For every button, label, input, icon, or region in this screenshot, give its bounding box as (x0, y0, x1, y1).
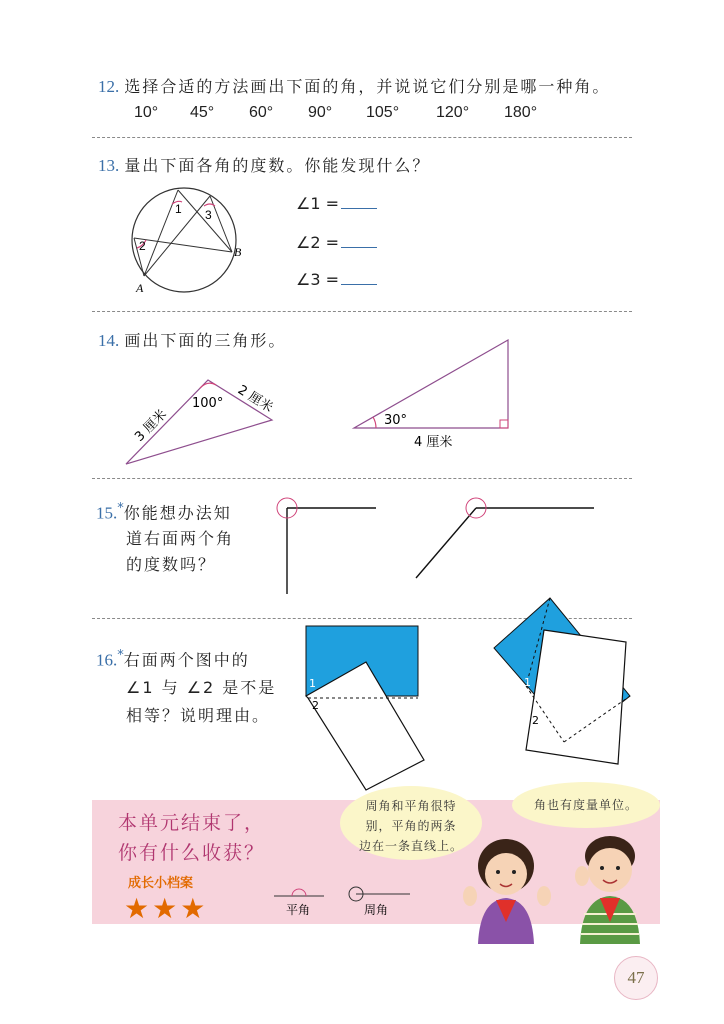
girl-bubble-line: 周角和平角很特 (365, 799, 457, 813)
q13-number: 13. (98, 156, 120, 175)
eye (600, 866, 604, 870)
boy-speech-bubble: 角也有度量单位。 (512, 782, 660, 828)
q16-line-1 (96, 642, 276, 674)
q13-text: 量出下面各角的度数。你能发现什么？ (124, 156, 431, 175)
boy-illustration (566, 830, 658, 944)
q12-text: 选择合适的方法画出下面的角，并说说它们分别是哪一种角。 (124, 77, 611, 96)
eye (512, 870, 516, 874)
q15-block (96, 496, 234, 578)
angle-3-answer-label: ∠3 = (296, 270, 340, 289)
q12-header (98, 74, 610, 97)
q15-number: 15. (96, 503, 118, 523)
q13-header (98, 153, 430, 176)
growth-archive-title: 成长小档案 (128, 876, 194, 891)
triangle (354, 340, 508, 428)
eye (616, 866, 620, 870)
q12-number: 12. (98, 77, 120, 96)
q16-number: 16. (96, 650, 118, 670)
q12-angle-1: 10° (134, 104, 159, 121)
girl-bubble-line: 边在一条直线上。 (358, 839, 463, 853)
q16-figure-left (300, 620, 430, 795)
right-angle-mark (500, 420, 508, 428)
q16-line-3: 相等？说明理由。 (126, 706, 271, 726)
angle-3-answer (296, 270, 377, 289)
angle-1-label: 1 (175, 202, 182, 216)
summary-line-1: 本单元结束了， (118, 812, 266, 834)
full-angle-label: 周角 (364, 903, 389, 917)
girl-bubble-line: 别，平角的两条 (365, 819, 457, 833)
q14-text: 画出下面的三角形。 (124, 331, 287, 350)
answer-blank[interactable] (341, 270, 377, 285)
q16-line-2: ∠1 与 ∠2 是不是 (126, 678, 277, 698)
angle-2-label: 2 (312, 699, 319, 712)
angle-1-answer (296, 194, 377, 213)
divider (92, 137, 632, 138)
boy-face (588, 848, 632, 892)
q12-angle-5: 105° (366, 104, 400, 121)
chord (134, 238, 232, 252)
q12-angle-4: 90° (308, 104, 333, 121)
angle-2-label: 2 (139, 239, 146, 253)
girl-hand (537, 886, 551, 906)
eye (496, 870, 500, 874)
q16-text: 右面两个图中的 (123, 650, 250, 670)
q16-star: * (117, 648, 124, 663)
straight-angle-label: 平角 (286, 903, 311, 917)
answer-blank[interactable] (341, 233, 377, 248)
q14-number: 14. (98, 331, 120, 350)
q15-angle-figures (270, 494, 610, 598)
q14-triangle-30 (350, 336, 520, 454)
q12-angle-7: 180° (504, 104, 538, 121)
angle-2-answer (296, 233, 377, 252)
angle-3-label: 3 (205, 208, 212, 222)
q13-circle-figure (120, 180, 270, 300)
girl-hand (463, 886, 477, 906)
girl-illustration (460, 834, 552, 944)
q15-line-1 (96, 496, 234, 526)
q14-header (98, 328, 286, 351)
straight-angle-arc (292, 889, 306, 896)
angle-1-label: 1 (309, 677, 316, 690)
base-4cm-label: 4 厘米 (414, 435, 453, 450)
boy-hand (575, 866, 589, 886)
folded-paper (526, 630, 626, 764)
q15-line-2: 道右面两个角 (126, 529, 235, 549)
page-number: 47 (614, 956, 658, 1000)
divider (92, 478, 632, 479)
angle-1-label: 1 (524, 676, 531, 689)
angle-mark (200, 383, 216, 388)
angle-30-label: 30° (384, 413, 408, 428)
summary-line-2: 你有什么收获？ (118, 842, 266, 864)
q12-angle-6: 120° (436, 104, 470, 121)
divider (92, 311, 632, 312)
side-3cm-label: 3 厘米 (132, 407, 170, 445)
stars-rating: ★★★ (124, 892, 209, 925)
angle-100-label: 100° (192, 396, 224, 411)
girl-face (485, 853, 527, 895)
answer-blank[interactable] (341, 194, 377, 209)
q14-triangle-100 (110, 360, 310, 470)
q15-line-3: 的度数吗？ (126, 555, 217, 575)
angle-mark (373, 417, 376, 428)
q16-figure-right (486, 590, 646, 768)
q16-block (96, 642, 276, 730)
point-b-label: B (234, 245, 242, 259)
point-a-label: A (136, 281, 144, 295)
angle-2-label: 2 (532, 714, 539, 727)
angle-ray (416, 508, 476, 578)
side-2cm-label: 2 厘米 (234, 382, 276, 416)
angle-2-answer-label: ∠2 = (296, 233, 340, 252)
angle-types-figure (270, 880, 420, 920)
angle-1-answer-label: ∠1 = (296, 194, 340, 213)
q15-star: * (117, 501, 124, 516)
q12-angle-3: 60° (249, 104, 274, 121)
q15-text: 你能想办法知 (123, 503, 232, 523)
q12-angle-2: 45° (190, 104, 215, 121)
